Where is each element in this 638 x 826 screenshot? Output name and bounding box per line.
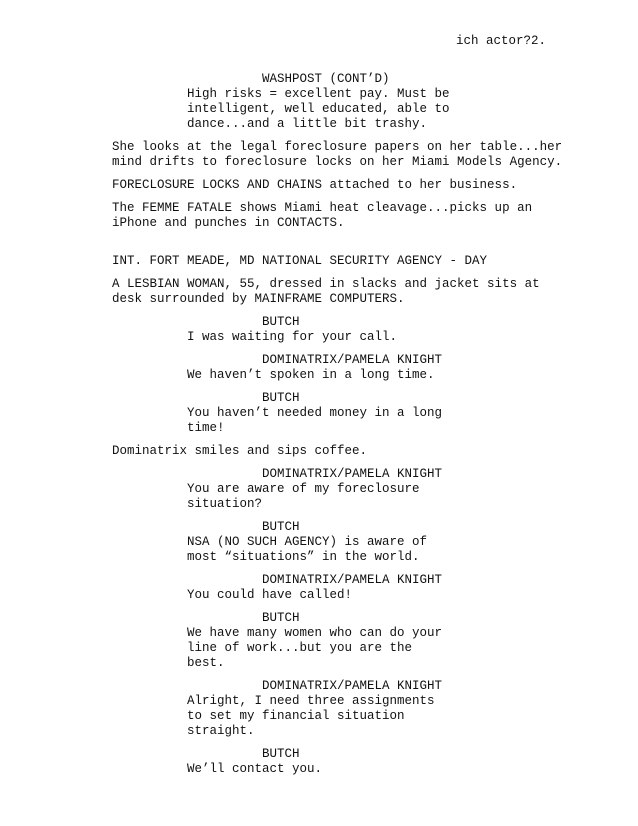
character-line: BUTCH: [262, 747, 300, 761]
character-line: BUTCH: [262, 520, 300, 534]
page-header: ich actor?2.: [456, 34, 547, 48]
character-line: WASHPOST (CONT’D): [262, 72, 390, 86]
character-line: DOMINATRIX/PAMELA KNIGHT: [262, 573, 443, 587]
character-line: BUTCH: [262, 391, 300, 405]
dialogue-line: most “situations” in the world.: [187, 550, 420, 564]
dialogue-line: We’ll contact you.: [187, 762, 323, 776]
dialogue-line: best.: [187, 656, 225, 670]
action-line: iPhone and punches in CONTACTS.: [112, 216, 345, 230]
dialogue-line: Alright, I need three assignments: [187, 694, 435, 708]
character-line: BUTCH: [262, 315, 300, 329]
dialogue-line: I was waiting for your call.: [187, 330, 398, 344]
dialogue-line: We have many women who can do your: [187, 626, 443, 640]
dialogue-line: intelligent, well educated, able to: [187, 102, 450, 116]
character-line: BUTCH: [262, 611, 300, 625]
dialogue-line: line of work...but you are the: [187, 641, 413, 655]
dialogue-line: straight.: [187, 724, 255, 738]
scene-heading-line: INT. FORT MEADE, MD NATIONAL SECURITY AGENCY - DAY: [112, 254, 488, 268]
action-line: mind drifts to foreclosure locks on her Miami Models Agency.: [112, 155, 563, 169]
action-line: desk surrounded by MAINFRAME COMPUTERS.: [112, 292, 405, 306]
action-line: FORECLOSURE LOCKS AND CHAINS attached to her business.: [112, 178, 518, 192]
action-line: Dominatrix smiles and sips coffee.: [112, 444, 368, 458]
character-line: DOMINATRIX/PAMELA KNIGHT: [262, 679, 443, 693]
character-line: DOMINATRIX/PAMELA KNIGHT: [262, 353, 443, 367]
dialogue-line: dance...and a little bit trashy.: [187, 117, 428, 131]
dialogue-line: situation?: [187, 497, 263, 511]
character-line: DOMINATRIX/PAMELA KNIGHT: [262, 467, 443, 481]
dialogue-line: High risks = excellent pay. Must be: [187, 87, 450, 101]
dialogue-line: You could have called!: [187, 588, 353, 602]
dialogue-line: time!: [187, 421, 225, 435]
dialogue-line: to set my financial situation: [187, 709, 405, 723]
dialogue-line: NSA (NO SUCH AGENCY) is aware of: [187, 535, 428, 549]
action-line: She looks at the legal foreclosure papers on her table...her: [112, 140, 563, 154]
dialogue-line: You are aware of my foreclosure: [187, 482, 420, 496]
dialogue-line: We haven’t spoken in a long time.: [187, 368, 435, 382]
action-line: A LESBIAN WOMAN, 55, dressed in slacks and jacket sits at: [112, 277, 540, 291]
action-line: The FEMME FATALE shows Miami heat cleavage...picks up an: [112, 201, 533, 215]
dialogue-line: You haven’t needed money in a long: [187, 406, 443, 420]
